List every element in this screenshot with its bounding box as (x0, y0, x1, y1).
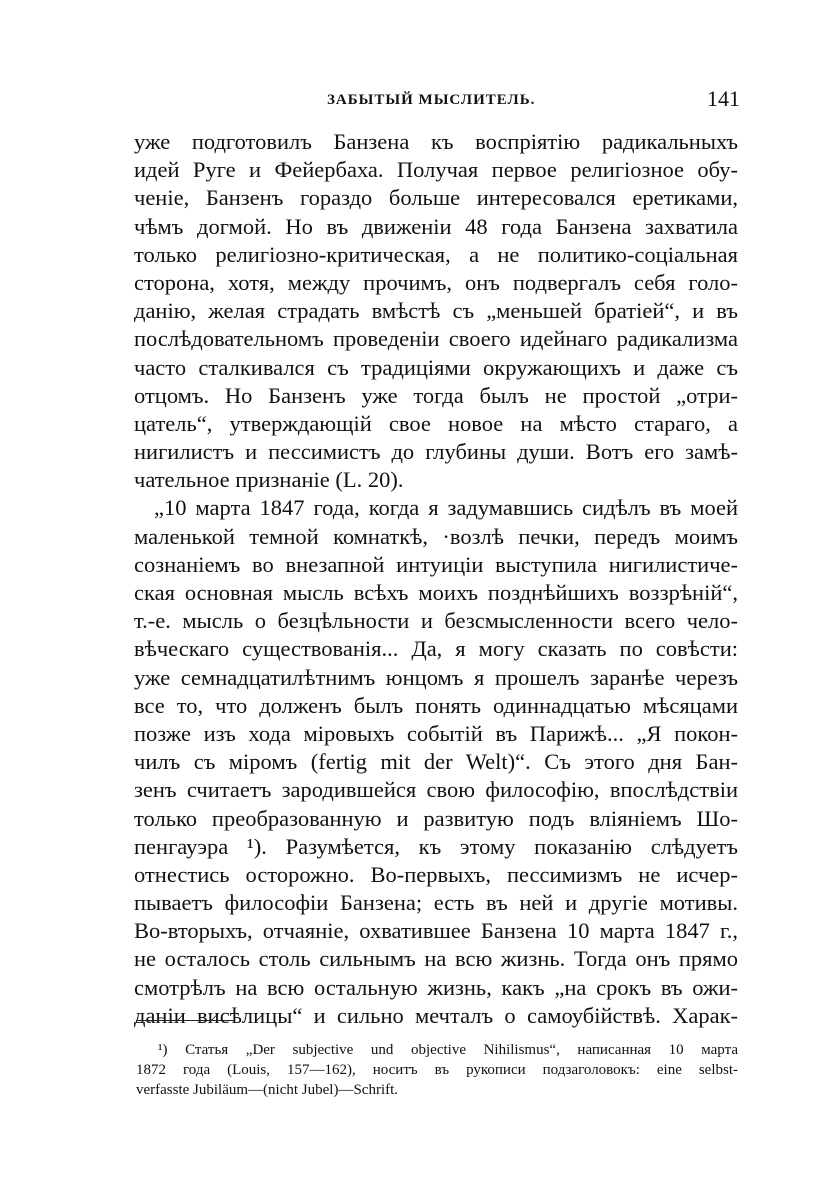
text-line: ская основная мысль всѣхъ моихъ позднѣйшихъ воззрѣній“, (134, 580, 738, 605)
text-line: отнестись осторожно. Во-первыхъ, пессимизмъ не исчер- (134, 861, 738, 887)
text-line: часто сталкивался съ традиціями окружающихъ и даже съ (134, 354, 738, 380)
text-line: Во-вторыхъ, отчаяніе, охватившее Банзена 10 марта 1847 г., (134, 918, 738, 944)
text-line: чилъ съ міромъ (fertig mit der Welt)“. Съ этого дня Бан- (134, 749, 738, 775)
text-line: маленькой темной комнаткѣ, ·возлѣ печки, передъ моимъ (134, 523, 738, 549)
footnote-line: verfasste Jubiläum—(nicht Jubel)—Schrift. (136, 1082, 399, 1098)
text-line: уже семнадцатилѣтнимъ юнцомъ я прошелъ заранѣе черезъ (134, 664, 738, 690)
body-text (134, 128, 738, 1030)
text-line: послѣдовательномъ проведеніи своего идейнаго радикализма (134, 326, 738, 352)
text-line: отцомъ. Но Банзенъ уже тогда былъ не простой „отри- (134, 382, 738, 408)
text-line: сторона, хотя, между прочимъ, онъ подвергалъ себя голо- (134, 269, 738, 295)
text-line: т.-е. мысль о безцѣльности и безсмысленности всего чело- (134, 608, 738, 634)
footnote-line: 1872 года (Louis, 157—162), носитъ въ рукописи подзаголовокъ: eine selbst- (136, 1062, 738, 1078)
footnote-rule (136, 1020, 234, 1021)
text-line: пенгауэра ¹). Разумѣется, къ этому показанію слѣдуетъ (134, 833, 738, 859)
text-line: уже подготовилъ Банзена къ воспріятію радикальныхъ (134, 129, 738, 154)
text-line: пываетъ философіи Банзена; есть въ ней и другіе мотивы. (134, 890, 738, 916)
text-line: только религіозно-критическая, а не политико-соціальная (134, 241, 738, 267)
text-line: вѣческаго существованія... Да, я могу сказать по совѣсти: (134, 636, 738, 662)
text-line: смотрѣлъ на всю остальную жизнь, какъ „на срокъ въ ожи- (134, 974, 738, 1000)
footnote-line: ¹) Статья „Der subjective und objective Nihilismus“, написанная 10 марта (158, 1042, 738, 1058)
text-line: „10 марта 1847 года, когда я задумавшись сидѣлъ въ моей (154, 495, 738, 521)
page-number: 141 (707, 86, 740, 111)
text-line: ченіе, Банзенъ гораздо больше интересовался еретиками, (134, 185, 738, 211)
text-line: идей Руге и Фейербаха. Получая первое религіозное обу- (134, 157, 738, 183)
text-line: не осталось столь сильнымъ на всю жизнь. Тогда онъ прямо (134, 946, 738, 972)
text-line: зенъ считаетъ зародившейся свою философію, впослѣдствіи (134, 777, 738, 803)
text-line: даніи висѣлицы“ и сильно мечталъ о самоубійствѣ. Харак- (134, 1002, 738, 1028)
text-line: чѣмъ догмой. Но въ движеніи 48 года Банзена захватила (134, 213, 738, 239)
running-title: ЗАБЫТЫЙ МЫСЛИТЕЛЬ. (327, 92, 536, 108)
footnotes (136, 1040, 738, 1100)
text-line: чательное признаніе (L. 20). (134, 467, 404, 493)
text-line: данію, желая страдать вмѣстѣ съ „меньшей братіей“, и въ (134, 298, 738, 324)
text-line: нигилистъ и пессимистъ до глубины души. Вотъ его замѣ- (134, 439, 738, 465)
running-head (137, 86, 740, 118)
text-line: позже изъ хода міровыхъ событій въ Парижѣ... „Я покон- (134, 720, 738, 746)
text-line: цатель“, утверждающій свое новое на мѣсто стараго, а (134, 410, 738, 436)
text-line: все то, что долженъ былъ понять одиннадцатью мѣсяцами (134, 692, 738, 718)
text-line: сознаніемъ во внезапной интуиціи выступила нигилистиче- (134, 551, 738, 577)
text-line: только преобразованную и развитую подъ вліяніемъ Шо- (134, 805, 738, 831)
